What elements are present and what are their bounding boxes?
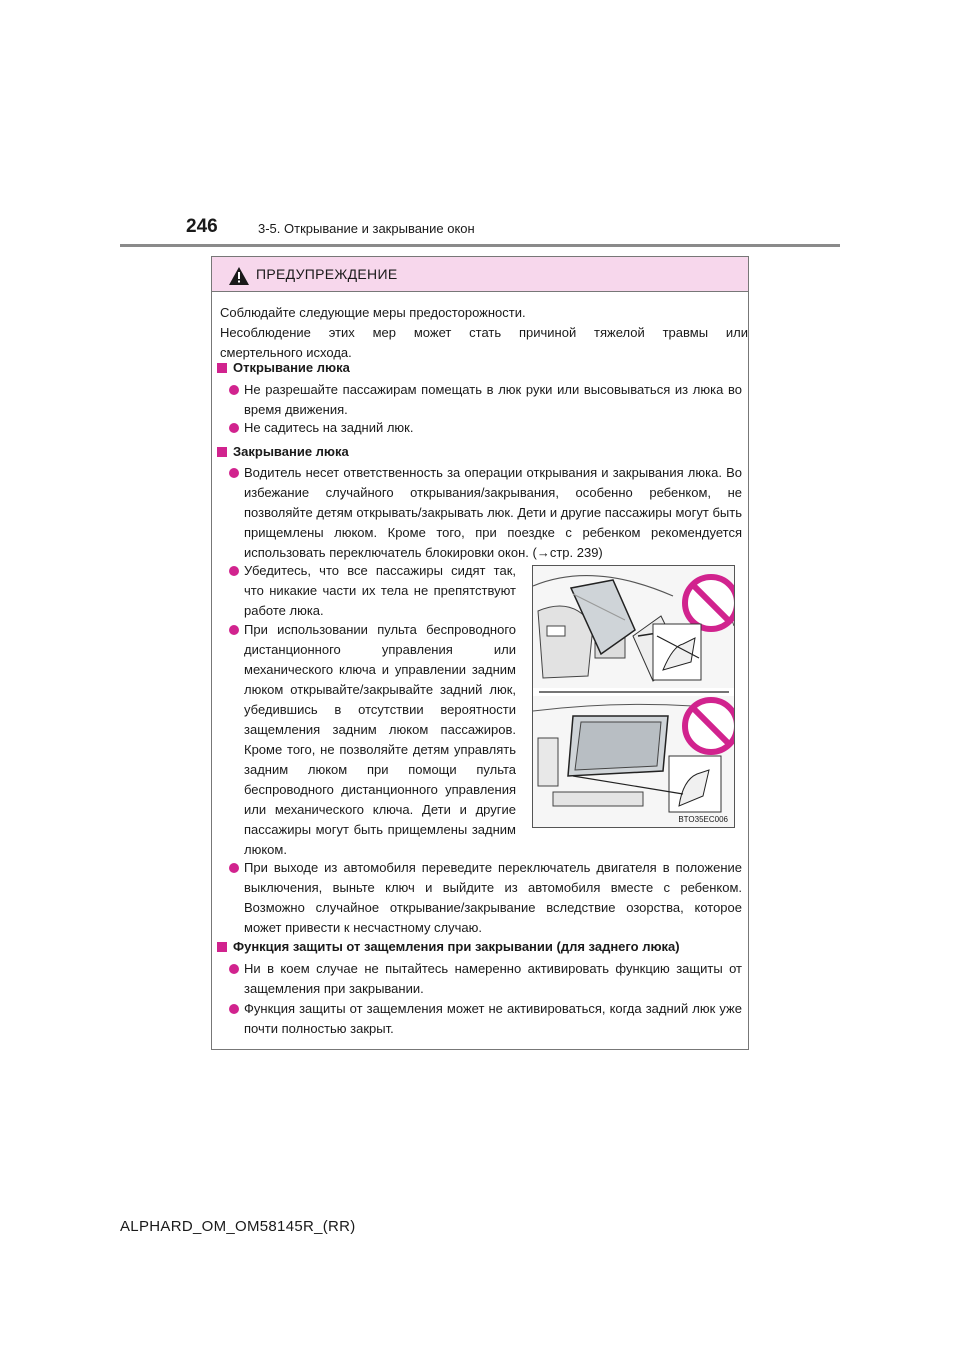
circle-bullet-icon	[229, 625, 239, 635]
list-item: Убедитесь, что все пассажиры сидят так, что никакие части их тела не препятствуют работе люка.	[229, 561, 516, 621]
warning-triangle-icon	[229, 267, 249, 285]
document-footer: ALPHARD_OM_OM58145R_(RR)	[120, 1218, 356, 1235]
square-bullet-icon	[217, 447, 227, 457]
sunroof-pinch-warning-image	[533, 566, 734, 827]
section-heading: Открывание люка	[217, 358, 350, 378]
intro-line: смертельного исхода.	[220, 345, 352, 360]
list-item: Не разрешайте пассажирам помещать в люк руки или высовываться из люка во время движения.	[229, 380, 742, 420]
warning-header	[212, 257, 748, 292]
section-title: 3-5. Открывание и закрывание окон	[258, 221, 475, 236]
list-item: Функция защиты от защемления может не активироваться, когда задний люк уже почти полностью закрыт.	[229, 999, 742, 1039]
section-heading: Функция защиты от защемления при закрывании (для заднего люка)	[217, 937, 680, 957]
section-heading: Закрывание люка	[217, 442, 349, 462]
warning-title: ПРЕДУПРЕЖДЕНИЕ	[256, 266, 398, 282]
square-bullet-icon	[217, 942, 227, 952]
page-header	[0, 0, 960, 250]
intro-line: Несоблюдение этих мер может стать причиной тяжелой травмы или	[220, 325, 748, 340]
figure-code: BTO35EC006	[678, 815, 728, 824]
circle-bullet-icon	[229, 1004, 239, 1014]
list-item: При использовании пульта беспроводного дистанционного управления или механического ключа и управлении задним люком открывайте/закрывайте задний люк, убедившись в отсутствии вероятности защемления задним люком пассажиров. Кроме того, не позволяйте детям управлять задним люком при помощи пульта беспроводного дистанционного управления или механического ключа. Дети и другие пассажиры могут быть прищемлены задним люком.	[229, 620, 516, 860]
circle-bullet-icon	[229, 964, 239, 974]
header-divider	[120, 244, 840, 247]
warning-box	[211, 256, 749, 1050]
intro-line: Соблюдайте следующие меры предосторожности.	[220, 305, 526, 320]
circle-bullet-icon	[229, 423, 239, 433]
page-number: 246	[186, 216, 218, 237]
warning-intro	[212, 303, 748, 363]
list-item: Не садитесь на задний люк.	[229, 418, 742, 438]
list-item: При выходе из автомобиля переведите переключатель двигателя в положение выключения, выньте ключ и выйдите из автомобиля вместе с ребенком. Возможно случайное открывание/закрывание вследствие озорства, которое может привести к несчастному случаю.	[229, 858, 742, 938]
circle-bullet-icon	[229, 566, 239, 576]
square-bullet-icon	[217, 363, 227, 373]
sunroof-illustration	[532, 565, 735, 828]
list-item: Водитель несет ответственность за операции открывания и закрывания люка. Во избежание случайного открывания/закрывания, особенно ребенком, не позволяйте детям открывать/закрывать люк. Дети и другие пассажиры могут быть прищемлены люком. Кроме того, при поездке с ребенком рекомендуется использовать переключатель блокировки окон. (→стр. 239)	[229, 463, 742, 563]
circle-bullet-icon	[229, 468, 239, 478]
circle-bullet-icon	[229, 385, 239, 395]
list-item: Ни в коем случае не пытайтесь намеренно активировать функцию защиты от защемления при закрывании.	[229, 959, 742, 999]
circle-bullet-icon	[229, 863, 239, 873]
